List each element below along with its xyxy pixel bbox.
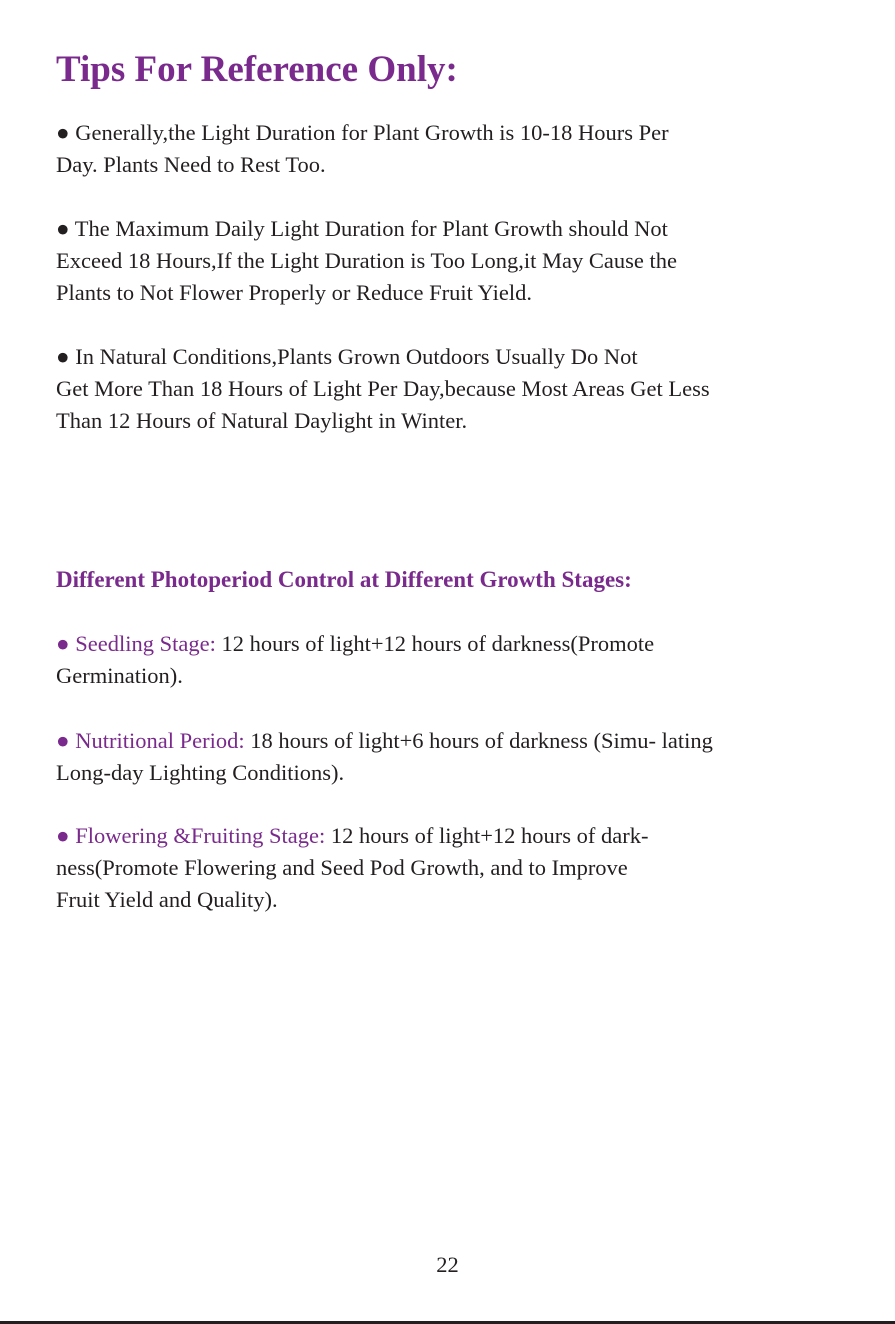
stage-label: ● Nutritional Period: (56, 728, 245, 753)
tip-paragraph-natural-conditions (56, 341, 846, 437)
tip-line: Day. Plants Need to Rest Too. (56, 152, 326, 177)
tip-line: Exceed 18 Hours,If the Light Duration is Too Long,it May Cause the (56, 248, 678, 273)
stage-paragraph-flowering (56, 820, 846, 916)
stage-line: Long-day Lighting Conditions). (56, 760, 345, 785)
tip-paragraph-maximum-duration (56, 213, 846, 309)
stage-label: ● Flowering &Fruiting Stage: (56, 823, 326, 848)
page-title: Tips For Reference Only: (56, 49, 458, 90)
stages-heading: Different Photoperiod Control at Different Growth Stages: (56, 567, 632, 592)
stage-line: Fruit Yield and Quality). (56, 887, 278, 912)
tip-line: Plants to Not Flower Properly or Reduce Fruit Yield. (56, 280, 532, 305)
stage-description: 18 hours of light+6 hours of darkness (Simu- lating (244, 728, 713, 753)
tip-line: ● In Natural Conditions,Plants Grown Outdoors Usually Do Not (56, 344, 638, 369)
tip-line: ● Generally,the Light Duration for Plant Growth is 10-18 Hours Per (56, 120, 669, 145)
tip-line: Than 12 Hours of Natural Daylight in Winter. (56, 408, 468, 433)
stage-description: 12 hours of light+12 hours of darkness(Promote (215, 631, 655, 656)
stage-first-line (56, 628, 846, 660)
tip-paragraph-light-duration (56, 117, 846, 181)
stage-label: ● Seedling Stage: (56, 631, 216, 656)
stage-line: Germination). (56, 663, 183, 688)
stage-first-line (56, 820, 846, 852)
stage-line: ness(Promote Flowering and Seed Pod Growth, and to Improve (56, 855, 628, 880)
page-number: 22 (436, 1252, 459, 1277)
tip-line: ● The Maximum Daily Light Duration for Plant Growth should Not (56, 216, 668, 241)
stage-paragraph-nutritional (56, 725, 846, 789)
stage-description: 12 hours of light+12 hours of dark- (325, 823, 649, 848)
tip-line: Get More Than 18 Hours of Light Per Day,because Most Areas Get Less (56, 376, 710, 401)
stage-first-line (56, 725, 846, 757)
stage-paragraph-seedling (56, 628, 846, 692)
